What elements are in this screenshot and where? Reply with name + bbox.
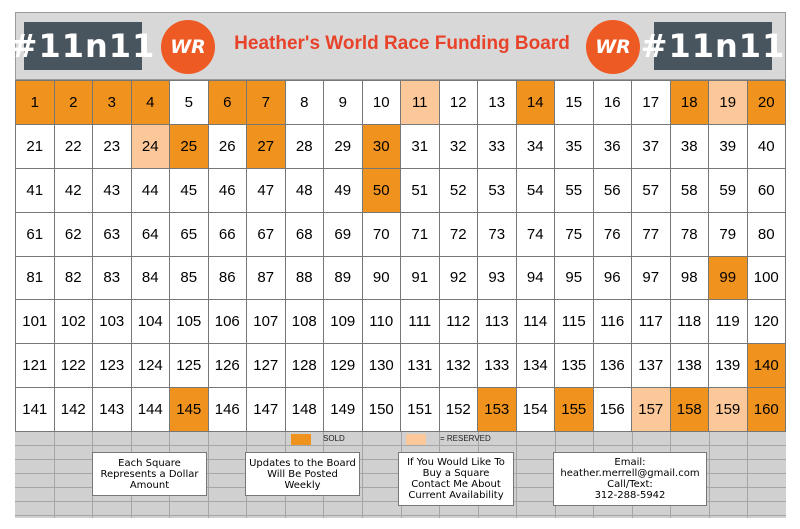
- square-26: 26: [209, 125, 248, 169]
- note-updates-text: Updates to the Board Will Be Posted Weekly: [249, 457, 356, 491]
- square-105: 105: [170, 300, 209, 344]
- square-134: 134: [517, 344, 556, 388]
- square-76: 76: [594, 213, 633, 257]
- square-81: 81: [16, 257, 55, 301]
- square-45: 45: [170, 169, 209, 213]
- square-6: 6: [209, 81, 248, 125]
- square-46: 46: [209, 169, 248, 213]
- square-117: 117: [632, 300, 671, 344]
- square-43: 43: [93, 169, 132, 213]
- square-154: 154: [517, 388, 556, 432]
- square-51: 51: [401, 169, 440, 213]
- square-34: 34: [517, 125, 556, 169]
- square-18: 18: [671, 81, 710, 125]
- square-149: 149: [324, 388, 363, 432]
- square-97: 97: [632, 257, 671, 301]
- square-93: 93: [478, 257, 517, 301]
- square-22: 22: [55, 125, 94, 169]
- square-99: 99: [709, 257, 748, 301]
- square-38: 38: [671, 125, 710, 169]
- square-48: 48: [286, 169, 325, 213]
- square-148: 148: [286, 388, 325, 432]
- square-140: 140: [748, 344, 787, 388]
- square-54: 54: [517, 169, 556, 213]
- square-15: 15: [555, 81, 594, 125]
- square-151: 151: [401, 388, 440, 432]
- square-86: 86: [209, 257, 248, 301]
- square-111: 111: [401, 300, 440, 344]
- square-50: 50: [363, 169, 402, 213]
- square-28: 28: [286, 125, 325, 169]
- square-60: 60: [748, 169, 787, 213]
- square-67: 67: [247, 213, 286, 257]
- square-5: 5: [170, 81, 209, 125]
- square-146: 146: [209, 388, 248, 432]
- square-114: 114: [517, 300, 556, 344]
- square-11: 11: [401, 81, 440, 125]
- note-weekly-updates: [245, 452, 360, 496]
- square-29: 29: [324, 125, 363, 169]
- square-118: 118: [671, 300, 710, 344]
- square-133: 133: [478, 344, 517, 388]
- square-153: 153: [478, 388, 517, 432]
- square-49: 49: [324, 169, 363, 213]
- square-116: 116: [594, 300, 633, 344]
- square-94: 94: [517, 257, 556, 301]
- square-87: 87: [247, 257, 286, 301]
- square-90: 90: [363, 257, 402, 301]
- square-58: 58: [671, 169, 710, 213]
- square-47: 47: [247, 169, 286, 213]
- reserved-legend-label: = RESERVED: [440, 434, 491, 443]
- square-16: 16: [594, 81, 633, 125]
- square-75: 75: [555, 213, 594, 257]
- square-31: 31: [401, 125, 440, 169]
- square-89: 89: [324, 257, 363, 301]
- footer-gridline: [15, 445, 786, 446]
- square-19: 19: [709, 81, 748, 125]
- square-10: 10: [363, 81, 402, 125]
- square-13: 13: [478, 81, 517, 125]
- note-contact: [553, 452, 707, 506]
- square-56: 56: [594, 169, 633, 213]
- square-112: 112: [440, 300, 479, 344]
- square-52: 52: [440, 169, 479, 213]
- square-82: 82: [55, 257, 94, 301]
- square-155: 155: [555, 388, 594, 432]
- square-68: 68: [286, 213, 325, 257]
- square-108: 108: [286, 300, 325, 344]
- square-2: 2: [55, 81, 94, 125]
- funding-board: [10, 12, 786, 518]
- square-1: 1: [16, 81, 55, 125]
- square-104: 104: [132, 300, 171, 344]
- square-66: 66: [209, 213, 248, 257]
- square-96: 96: [594, 257, 633, 301]
- square-129: 129: [324, 344, 363, 388]
- square-63: 63: [93, 213, 132, 257]
- square-3: 3: [93, 81, 132, 125]
- square-158: 158: [671, 388, 710, 432]
- square-156: 156: [594, 388, 633, 432]
- square-24: 24: [132, 125, 171, 169]
- square-78: 78: [671, 213, 710, 257]
- sold-legend-label: SOLD: [323, 434, 345, 443]
- square-33: 33: [478, 125, 517, 169]
- square-103: 103: [93, 300, 132, 344]
- square-61: 61: [16, 213, 55, 257]
- square-121: 121: [16, 344, 55, 388]
- square-107: 107: [247, 300, 286, 344]
- square-100: 100: [748, 257, 787, 301]
- square-36: 36: [594, 125, 633, 169]
- square-30: 30: [363, 125, 402, 169]
- square-135: 135: [555, 344, 594, 388]
- square-27: 27: [247, 125, 286, 169]
- square-160: 160: [748, 388, 787, 432]
- square-110: 110: [363, 300, 402, 344]
- square-70: 70: [363, 213, 402, 257]
- square-9: 9: [324, 81, 363, 125]
- hashtag-logo-left: #11n11: [24, 22, 142, 70]
- square-130: 130: [363, 344, 402, 388]
- square-23: 23: [93, 125, 132, 169]
- square-14: 14: [517, 81, 556, 125]
- square-71: 71: [401, 213, 440, 257]
- square-141: 141: [16, 388, 55, 432]
- square-74: 74: [517, 213, 556, 257]
- square-42: 42: [55, 169, 94, 213]
- note-buy-text: If You Would Like To Buy a Square Contact Me About Current Availability: [407, 457, 505, 501]
- square-92: 92: [440, 257, 479, 301]
- note-dollar-amount: [92, 452, 207, 496]
- square-62: 62: [55, 213, 94, 257]
- square-144: 144: [132, 388, 171, 432]
- square-139: 139: [709, 344, 748, 388]
- square-124: 124: [132, 344, 171, 388]
- footer-gridline: [15, 515, 786, 516]
- square-136: 136: [594, 344, 633, 388]
- note-contact-text: Email: heather.merrell@gmail.com Call/Text: 312-288-5942: [560, 457, 700, 501]
- square-41: 41: [16, 169, 55, 213]
- square-102: 102: [55, 300, 94, 344]
- square-84: 84: [132, 257, 171, 301]
- square-123: 123: [93, 344, 132, 388]
- square-106: 106: [209, 300, 248, 344]
- board-footer: [15, 432, 786, 518]
- square-83: 83: [93, 257, 132, 301]
- note-buy-square: [398, 452, 514, 506]
- square-128: 128: [286, 344, 325, 388]
- square-37: 37: [632, 125, 671, 169]
- square-138: 138: [671, 344, 710, 388]
- square-126: 126: [209, 344, 248, 388]
- square-152: 152: [440, 388, 479, 432]
- square-150: 150: [363, 388, 402, 432]
- square-64: 64: [132, 213, 171, 257]
- square-12: 12: [440, 81, 479, 125]
- sold-swatch: [291, 434, 311, 445]
- square-91: 91: [401, 257, 440, 301]
- square-8: 8: [286, 81, 325, 125]
- square-55: 55: [555, 169, 594, 213]
- square-57: 57: [632, 169, 671, 213]
- square-35: 35: [555, 125, 594, 169]
- square-131: 131: [401, 344, 440, 388]
- square-125: 125: [170, 344, 209, 388]
- square-132: 132: [440, 344, 479, 388]
- square-122: 122: [55, 344, 94, 388]
- square-143: 143: [93, 388, 132, 432]
- note-dollar-text: Each Square Represents a Dollar Amount: [100, 457, 199, 491]
- square-137: 137: [632, 344, 671, 388]
- square-109: 109: [324, 300, 363, 344]
- square-65: 65: [170, 213, 209, 257]
- square-72: 72: [440, 213, 479, 257]
- square-4: 4: [132, 81, 171, 125]
- square-113: 113: [478, 300, 517, 344]
- square-40: 40: [748, 125, 787, 169]
- square-127: 127: [247, 344, 286, 388]
- square-88: 88: [286, 257, 325, 301]
- board-title: Heather's World Race Funding Board: [234, 33, 570, 54]
- world-race-logo-right: WR: [586, 20, 640, 74]
- square-115: 115: [555, 300, 594, 344]
- square-32: 32: [440, 125, 479, 169]
- square-79: 79: [709, 213, 748, 257]
- square-120: 120: [748, 300, 787, 344]
- square-119: 119: [709, 300, 748, 344]
- world-race-logo-left: WR: [161, 20, 215, 74]
- square-85: 85: [170, 257, 209, 301]
- square-147: 147: [247, 388, 286, 432]
- square-25: 25: [170, 125, 209, 169]
- square-59: 59: [709, 169, 748, 213]
- square-21: 21: [16, 125, 55, 169]
- square-77: 77: [632, 213, 671, 257]
- square-20: 20: [748, 81, 787, 125]
- square-157: 157: [632, 388, 671, 432]
- square-95: 95: [555, 257, 594, 301]
- hashtag-logo-right: #11n11: [654, 22, 772, 70]
- square-101: 101: [16, 300, 55, 344]
- square-17: 17: [632, 81, 671, 125]
- square-73: 73: [478, 213, 517, 257]
- reserved-swatch: [406, 434, 426, 445]
- square-44: 44: [132, 169, 171, 213]
- square-39: 39: [709, 125, 748, 169]
- square-53: 53: [478, 169, 517, 213]
- square-145: 145: [170, 388, 209, 432]
- square-7: 7: [247, 81, 286, 125]
- square-159: 159: [709, 388, 748, 432]
- square-80: 80: [748, 213, 787, 257]
- board-header: [10, 12, 786, 80]
- square-142: 142: [55, 388, 94, 432]
- square-grid: [15, 80, 786, 432]
- square-98: 98: [671, 257, 710, 301]
- square-69: 69: [324, 213, 363, 257]
